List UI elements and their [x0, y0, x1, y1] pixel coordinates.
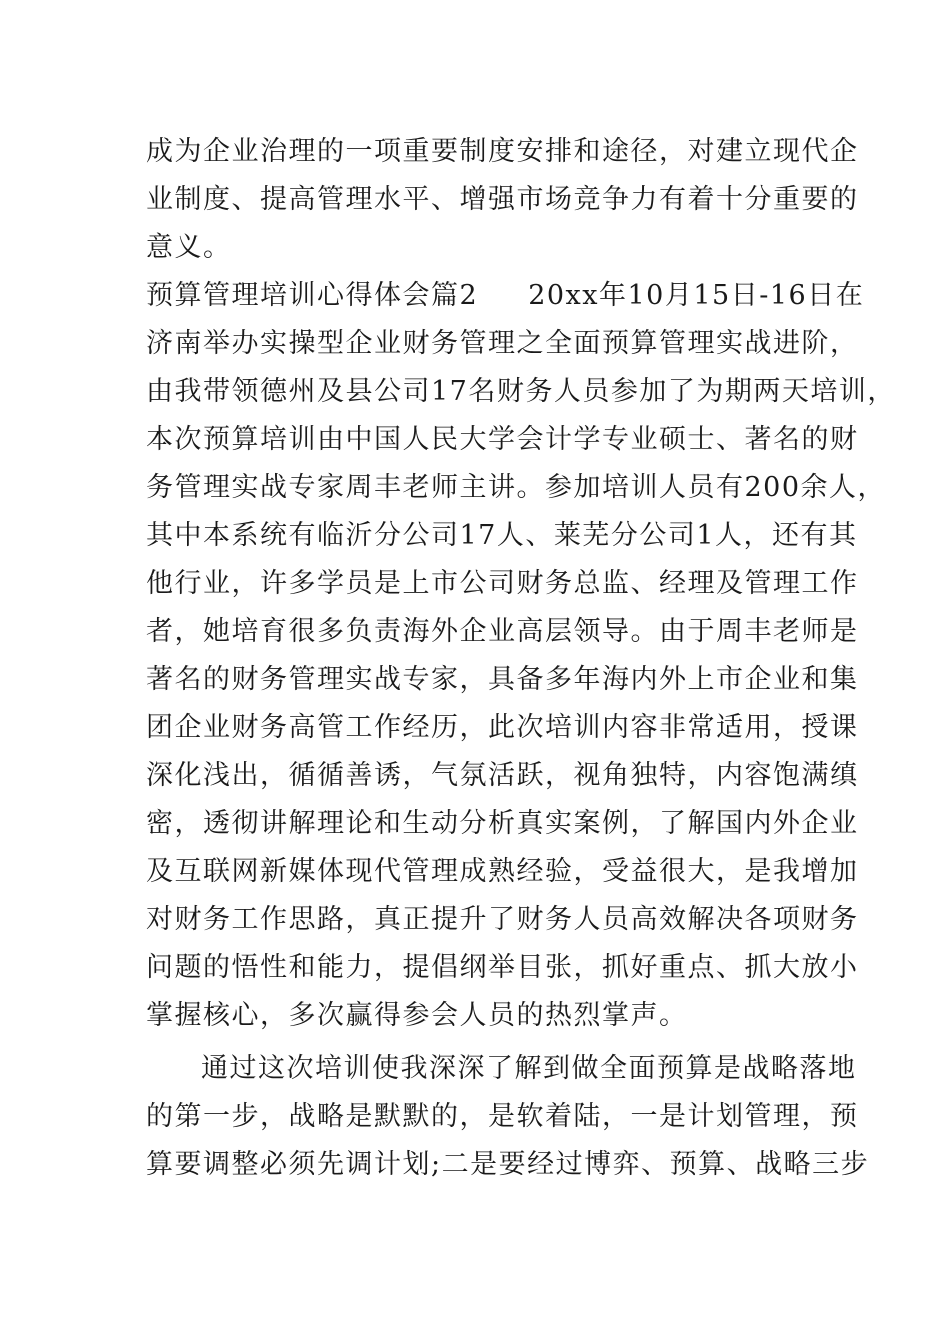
text-line: 团企业财务高管工作经历，此次培训内容非常适用，授课 — [146, 712, 859, 743]
heading-line-tail: 20xx年10月15日-16日在 — [528, 280, 865, 311]
text-line: 济南举办实操型企业财务管理之全面预算管理实战进阶， — [146, 328, 859, 359]
text-line: 业制度、提高管理水平、增强市场竞争力有着十分重要的 — [146, 184, 859, 215]
text-line: 意义。 — [146, 232, 232, 263]
text-line: 务管理实战专家周丰老师主讲。参加培训人员有200余人， — [146, 472, 887, 503]
text-line: 问题的悟性和能力，提倡纲举目张，抓好重点、抓大放小 — [146, 952, 859, 983]
section-heading-line — [146, 272, 865, 320]
text-line: 对财务工作思路，真正提升了财务人员高效解决各项财务 — [146, 904, 859, 935]
text-line: 通过这次培训使我深深了解到做全面预算是战略落地 — [201, 1053, 857, 1084]
text-line: 本次预算培训由中国人民大学会计学专业硕士、著名的财 — [146, 424, 859, 455]
text-line: 掌握核心，多次赢得参会人员的热烈掌声。 — [146, 1000, 688, 1031]
section-heading: 预算管理培训心得体会篇2 — [146, 280, 479, 311]
text-line: 深化浅出，循循善诱，气氛活跃，视角独特，内容饱满缜 — [146, 760, 859, 791]
text-line: 密，透彻讲解理论和生动分析真实案例，了解国内外企业 — [146, 808, 859, 839]
text-line: 成为企业治理的一项重要制度安排和途径，对建立现代企 — [146, 136, 859, 167]
text-line: 及互联网新媒体现代管理成熟经验，受益很大，是我增加 — [146, 856, 859, 887]
text-line: 者，她培育很多负责海外企业高层领导。由于周丰老师是 — [146, 616, 859, 647]
text-line: 算要调整必须先调计划;二是要经过博弈、预算、战略三步 — [146, 1149, 870, 1180]
text-line: 由我带领德州及县公司17名财务人员参加了为期两天培训， — [146, 376, 896, 407]
document-body — [146, 128, 896, 1189]
text-line: 的第一步，战略是默默的，是软着陆，一是计划管理，预 — [146, 1101, 859, 1132]
text-line: 著名的财务管理实战专家，具备多年海内外上市企业和集 — [146, 664, 859, 695]
text-line: 他行业，许多学员是上市公司财务总监、经理及管理工作 — [146, 568, 859, 599]
text-line: 其中本系统有临沂分公司17人、莱芜分公司1人，还有其 — [146, 520, 858, 551]
